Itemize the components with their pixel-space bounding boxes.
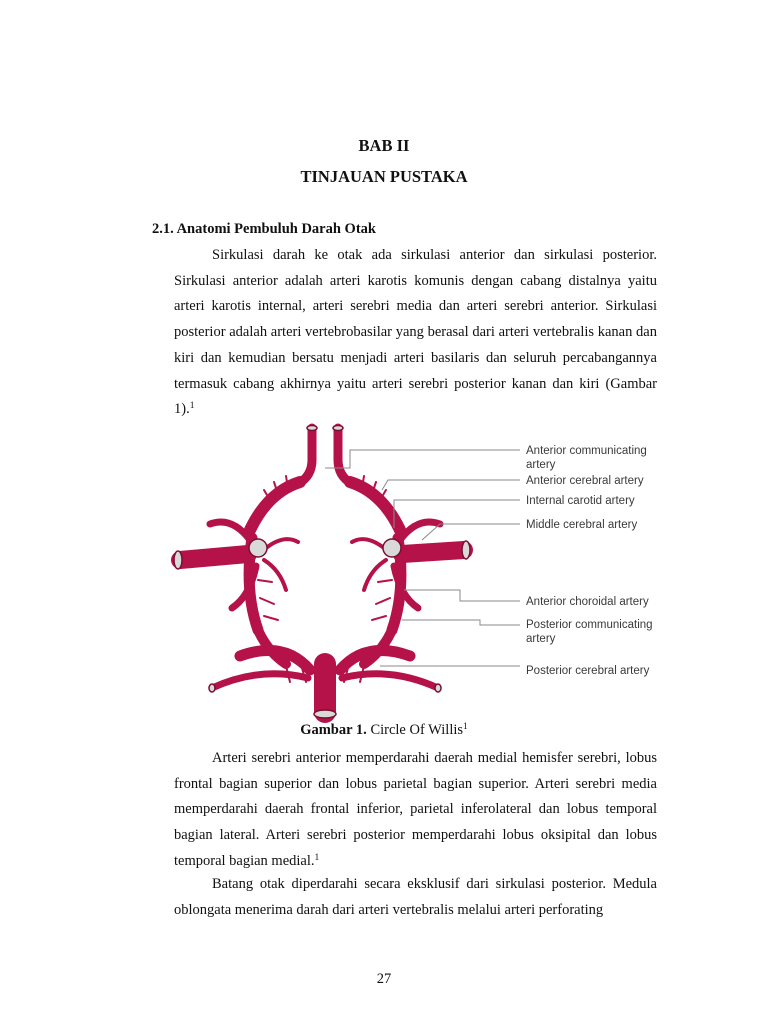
paragraph-text: Arteri serebri anterior memperdarahi daerah medial hemisfer serebri, lobus frontal bagian superior dan lobus parietal bagian superior. Arteri serebri media memperdarahi daerah frontal inferior, parietal inferolateral dan lobus temporal bagian lateral. Arteri serebri posterior memperdarahi lobus oksipital dan lobus temporal bagian medial. <box>174 750 657 869</box>
reference-superscript: 1 <box>189 401 195 412</box>
chapter-title: TINJAUAN PUSTAKA <box>300 167 468 186</box>
paragraph-text: Batang otak diperdarahi secara eksklusif dari sirkulasi posterior. Medula oblongata menerima darah dari arteri vertebralis melalui arteri perforating <box>174 876 657 918</box>
circle-of-willis-illustration <box>160 420 680 725</box>
label-internal-carotid: Internal carotid artery <box>526 495 635 507</box>
paragraph-circulation <box>174 243 657 423</box>
paragraph-text: Sirkulasi darah ke otak ada sirkulasi anterior dan sirkulasi posterior. Sirkulasi anterior adalah arteri karotis komunis dengan cabang distalnya yaitu arteri karotis internal, arteri serebri media dan arteri serebri anterior. Sirkulasi posterior adalah arteri vertebrobasilar yang berasal dari arteri vertebralis kanan dan kiri dan kemudian bersatu menjadi arteri basilaris dan seluruh percabangannya termasuk cabang akhirnya yaitu arteri serebri posterior kanan dan kiri (Gambar 1). <box>174 247 657 418</box>
figure-caption <box>0 722 768 739</box>
label-posterior-cerebral: Posterior cerebral artery <box>526 665 650 677</box>
page-number: 27 <box>376 971 392 987</box>
chapter-heading: BAB II <box>358 136 410 155</box>
caption-text: Circle Of Willis <box>370 722 464 738</box>
paragraph-cerebral-arteries <box>174 746 657 875</box>
label-anterior-choroidal: Anterior choroidal artery <box>526 596 649 608</box>
label-anterior-communicating: Anterior communicating <box>526 445 647 457</box>
label-anterior-cerebral: Anterior cerebral artery <box>526 475 644 487</box>
paragraph-brainstem <box>174 872 657 923</box>
caption-reference: 1 <box>463 722 468 732</box>
reference-superscript: 1 <box>314 852 320 863</box>
label-middle-cerebral: Middle cerebral artery <box>526 519 638 531</box>
section-heading: 2.1. Anatomi Pembuluh Darah Otak <box>152 221 376 237</box>
caption-label: Gambar 1. <box>300 722 367 738</box>
circle-of-willis-figure <box>160 420 680 725</box>
label-posterior-communicating-2: artery <box>526 633 556 645</box>
label-posterior-communicating: Posterior communicating <box>526 619 653 631</box>
label-anterior-communicating-2: artery <box>526 459 556 471</box>
